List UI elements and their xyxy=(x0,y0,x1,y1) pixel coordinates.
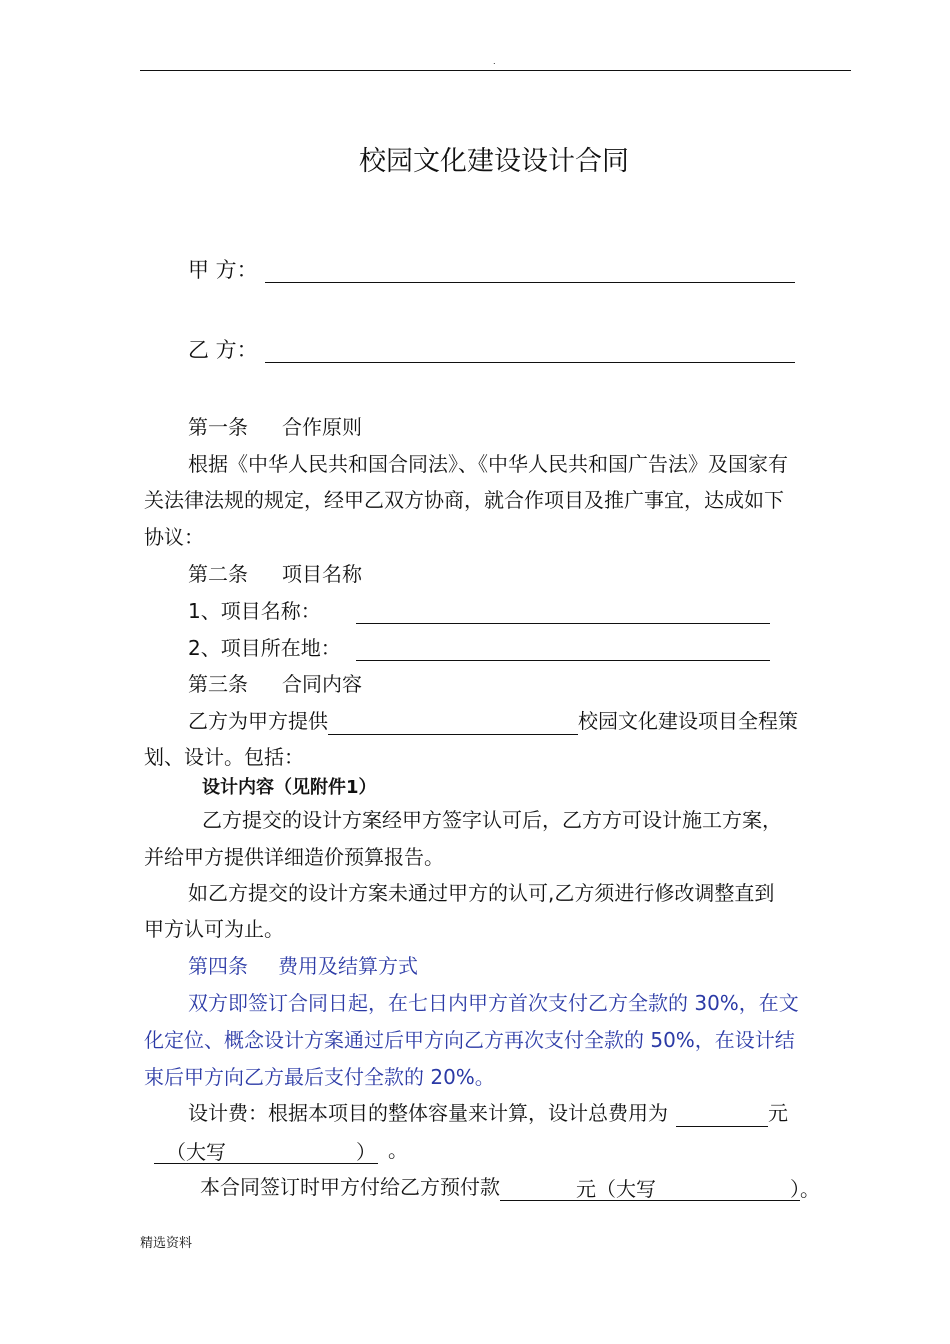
article1-title: 合作原则 xyxy=(282,415,362,439)
document-title: 校园文化建设设计合同 xyxy=(359,146,629,177)
article4-heading xyxy=(188,952,418,980)
party-b-field[interactable] xyxy=(265,362,795,363)
article3-line2: 划、设计。包括： xyxy=(144,745,304,769)
footer-label: 精选资料 xyxy=(140,1236,193,1251)
design-fee-unit: 元 xyxy=(768,1101,788,1125)
party-a-field[interactable] xyxy=(265,282,795,283)
prepayment-unit: 元（大写 xyxy=(576,1177,656,1201)
daxie-open: （大写 xyxy=(166,1140,226,1164)
article1-line2: 关法律法规的规定，经甲乙双方协商，就合作项目及推广事宜，达成如下 xyxy=(144,488,784,512)
article3-line1 xyxy=(188,707,798,735)
header-dot: . xyxy=(493,57,496,66)
service-scope-field[interactable] xyxy=(328,712,578,735)
design-fee-daxie-field[interactable] xyxy=(154,1141,378,1164)
article3-heading xyxy=(188,670,362,698)
article4-line1: 双方即签订合同日起，在七日内甲方首次支付乙方全款的 30%，在文 xyxy=(188,991,799,1015)
design-fee-daxie-line xyxy=(154,1136,408,1164)
party-a-label: 甲 方： xyxy=(188,258,258,282)
article3-line1-post: 校园文化建设项目全程策 xyxy=(578,709,798,733)
article3-line1-pre: 乙方为甲方提供 xyxy=(188,709,328,733)
article3-p2-line2: 甲方认可为止。 xyxy=(144,917,284,941)
article1-line1: 根据《中华人民共和国合同法》、《中华人民共和国广告法》及国家有 xyxy=(188,452,788,476)
design-fee-line xyxy=(188,1099,788,1127)
project-name-field[interactable] xyxy=(356,623,770,624)
article1-line3: 协议： xyxy=(144,525,204,549)
design-fee-text: 设计费：根据本项目的整体容量来计算，设计总费用为 xyxy=(188,1101,668,1125)
article4-title: 费用及结算方式 xyxy=(278,954,418,978)
article3-p2-line1: 如乙方提交的设计方案未通过甲方的认可,乙方须进行修改调整直到 xyxy=(188,881,775,905)
article2-title: 项目名称 xyxy=(282,562,362,586)
article4-line3: 束后甲方向乙方最后支付全款的 20%。 xyxy=(144,1065,495,1089)
project-location-label: 2、项目所在地： xyxy=(188,636,341,660)
design-fee-amount-field[interactable] xyxy=(676,1104,768,1127)
article2-number: 第二条 xyxy=(188,562,248,586)
project-location-field[interactable] xyxy=(356,660,770,661)
design-fee-end: 。 xyxy=(388,1138,408,1162)
prepayment-close: ）。 xyxy=(790,1177,820,1201)
prepayment-text: 本合同签订时甲方付给乙方预付款 xyxy=(200,1175,500,1199)
article4-line2: 化定位、概念设计方案通过后甲方向乙方再次支付全款的 50%，在设计结 xyxy=(144,1028,795,1052)
article3-title: 合同内容 xyxy=(282,672,362,696)
project-name-label: 1、项目名称： xyxy=(188,599,321,623)
article2-heading xyxy=(188,560,362,588)
prepayment-line xyxy=(200,1173,820,1201)
daxie-close: ） xyxy=(356,1140,376,1164)
header-rule xyxy=(140,70,851,71)
article4-number: 第四条 xyxy=(188,954,248,978)
article3-p1-line2: 并给甲方提供详细造价预算报告。 xyxy=(144,845,444,869)
design-content-subheading: 设计内容（见附件1） xyxy=(202,777,377,798)
article1-heading xyxy=(188,413,362,441)
party-b-label: 乙 方： xyxy=(188,338,258,362)
article3-number: 第三条 xyxy=(188,672,248,696)
prepayment-field[interactable] xyxy=(500,1177,820,1201)
article3-p1-line1: 乙方提交的设计方案经甲方签字认可后，乙方方可设计施工方案， xyxy=(202,808,782,832)
article1-number: 第一条 xyxy=(188,415,248,439)
